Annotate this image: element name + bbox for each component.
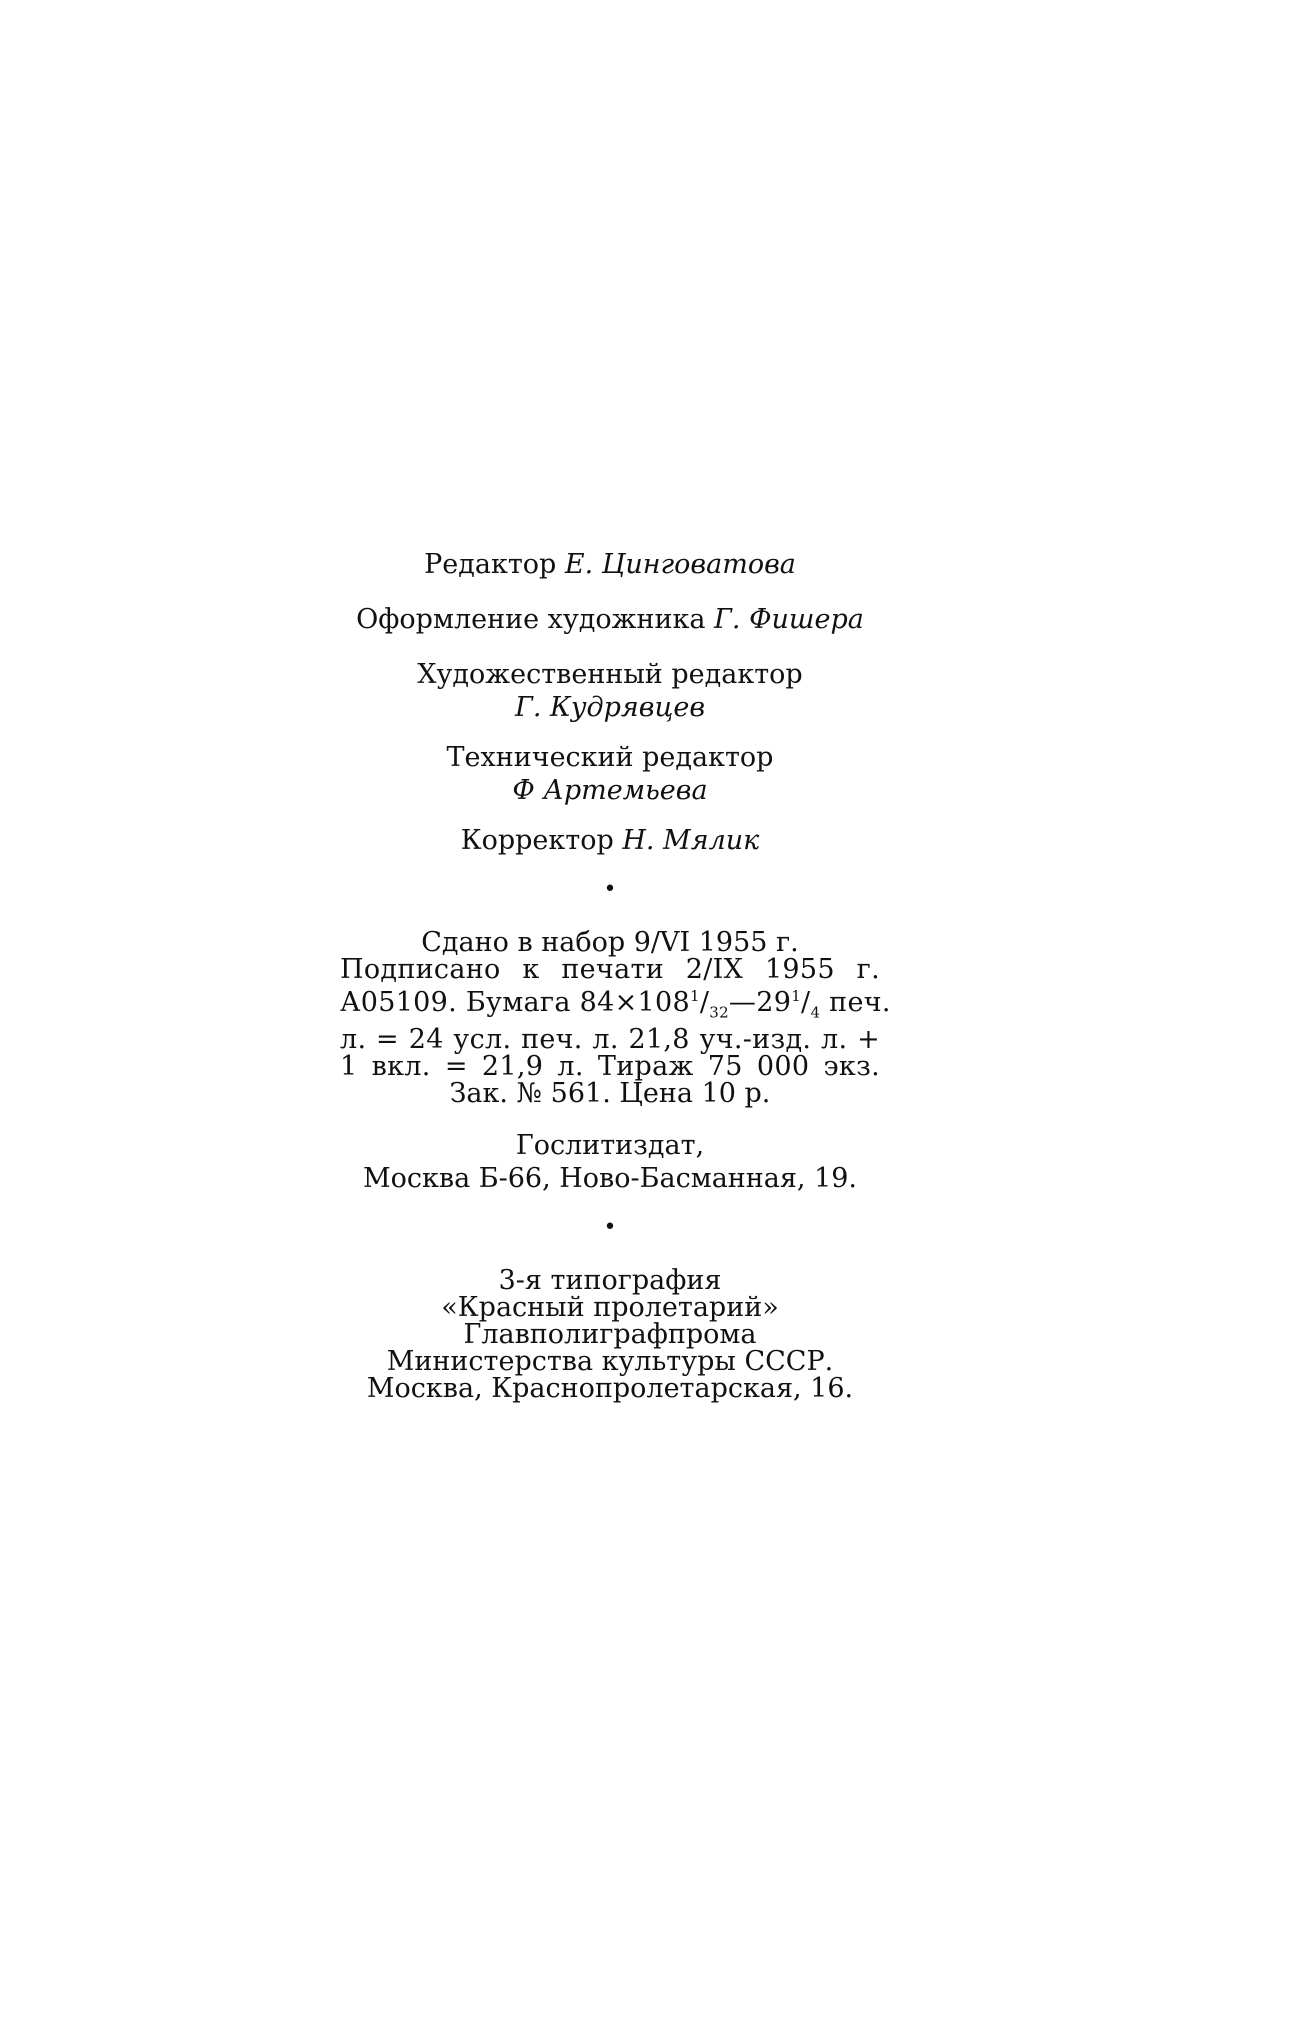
fraction-numerator: 1 xyxy=(689,987,700,1005)
printer-line: Министерства культуры СССР. xyxy=(386,1346,834,1378)
separator-dot: • xyxy=(603,1215,617,1241)
fraction-denominator: 32 xyxy=(709,1003,729,1022)
printer-line: 3-я типография xyxy=(498,1265,722,1297)
imprint-line: 1 вкл. = 21,9 л. Тираж 75 000 экз. xyxy=(340,1051,880,1083)
printer-block xyxy=(340,1265,880,1405)
imprint-line: л. = 24 усл. печ. л. 21,8 уч.-изд. л. + xyxy=(340,1024,880,1056)
credit-technical-editor xyxy=(340,741,880,807)
imprint-line-paper: А05109. Бумага $84\times 108^1/_{32}—29^1/_4$ печ. xyxy=(340,987,891,1022)
credit-name: Н. Мялик xyxy=(622,825,760,856)
fraction-numerator: 1 xyxy=(791,987,802,1005)
credit-name: Г. Кудрявцев xyxy=(514,692,706,723)
credit-editor xyxy=(340,548,880,581)
credit-art-editor xyxy=(340,658,880,724)
credit-name: Ф Артемьева xyxy=(512,775,708,806)
imprint-line: Сдано в набор 9/VI 1955 г. xyxy=(421,927,799,958)
credit-role: Корректор xyxy=(460,825,614,856)
credit-name: Е. Цинговатова xyxy=(564,549,796,580)
printer-line: «Красный пролетарий» xyxy=(441,1292,779,1324)
credit-cover-design xyxy=(340,603,880,636)
credit-role: Технический редактор xyxy=(446,742,774,773)
credit-role: Редактор xyxy=(424,549,557,580)
imprint-line: Подписано к печати 2/IX 1955 г. xyxy=(340,954,880,985)
printer-line: Главполиграфпрома xyxy=(463,1319,757,1351)
separator-dot: • xyxy=(603,877,617,902)
imprint-block xyxy=(340,927,891,1110)
colophon xyxy=(340,548,891,1405)
credit-proofreader xyxy=(340,824,880,857)
paper-format-text: —29 xyxy=(728,987,792,1018)
publisher-address: Москва Б-66, Ново-Басманная, 19. xyxy=(362,1163,858,1195)
printer-line: Москва, Краснопролетарская, 16. xyxy=(366,1373,854,1405)
credit-role: Художественный редактор xyxy=(417,659,803,690)
paper-format-text: А05109. Бумага 84×108 xyxy=(340,987,690,1018)
imprint-line: Зак. № 561. Цена 10 р. xyxy=(449,1078,771,1110)
credit-role: Оформление художника xyxy=(356,604,706,635)
paper-format-text: печ. xyxy=(820,987,891,1018)
publisher-name: Гослитиздат, xyxy=(515,1130,705,1162)
credit-name: Г. Фишера xyxy=(714,604,864,635)
fraction-denominator: 4 xyxy=(810,1003,821,1022)
